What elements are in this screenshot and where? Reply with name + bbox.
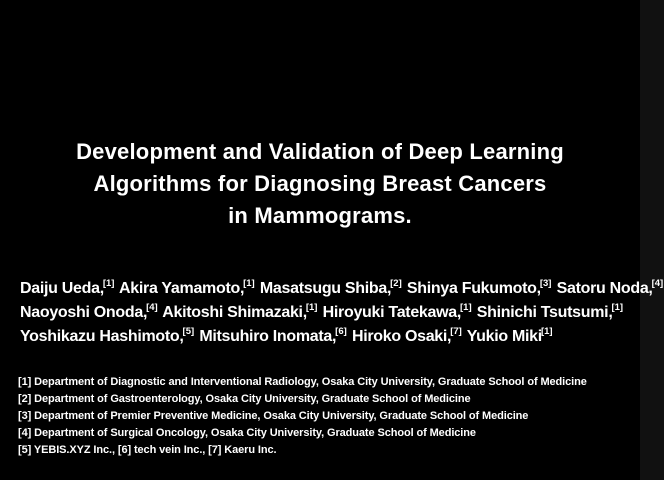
affiliation-line: [2] Department of Gastroenterology, Osaka City University, Graduate School of Medicine (18, 393, 471, 405)
author-name: Naoyoshi Onoda (20, 304, 143, 321)
author-separator: , (608, 304, 613, 321)
presentation-title (0, 136, 640, 232)
affiliation-superscript: [2] (390, 278, 402, 289)
author-name: Satoru Noda (556, 280, 649, 297)
author-list (20, 278, 664, 350)
affiliation-superscript: [7] (450, 326, 462, 337)
author-name: Akira Yamamoto (119, 280, 240, 297)
title-line-2: Algorithms for Diagnosing Breast Cancers (93, 171, 547, 196)
author-name: Hiroyuki Tatekawa (322, 304, 457, 321)
author-separator: , (386, 280, 392, 297)
author-separator: , (447, 328, 452, 345)
affiliation-superscript: [1] (243, 278, 255, 289)
author-name: Hiroko Osaki (351, 328, 448, 345)
affiliation-line: [1] Department of Diagnostic and Interventional Radiology, Osaka City University, Graduate School of Medicine (18, 376, 587, 388)
author-name: Akitoshi Shimazaki (162, 304, 303, 321)
author-name: Yoshikazu Hashimoto (20, 328, 180, 345)
affiliation-line: [4] Department of Surgical Oncology, Osaka City University, Graduate School of Medicine (18, 427, 476, 439)
affiliation-list (18, 374, 636, 459)
title-line-1: Development and Validation of Deep Learning (76, 139, 564, 164)
author-name: Masatsugu Shiba (259, 280, 387, 297)
affiliation-line: [3] Department of Premier Preventive Medicine, Osaka City University, Graduate School of Medicine (18, 410, 529, 422)
affiliation-line: [5] YEBIS.XYZ Inc., [6] tech vein Inc., [7] Kaeru Inc. (18, 444, 277, 456)
author-name: Daiju Ueda (20, 280, 100, 297)
author-separator: , (536, 280, 541, 297)
author-separator: , (142, 304, 148, 321)
affiliation-superscript: [1] (460, 302, 472, 313)
author-separator: , (332, 328, 337, 345)
author-separator: , (456, 304, 462, 321)
author-separator: , (179, 328, 184, 345)
affiliation-superscript: [5] (182, 326, 195, 337)
affiliation-superscript: [1] (611, 302, 624, 313)
author-name: Mitsuhiro Inomata (199, 328, 332, 345)
affiliation-superscript: [3] (539, 278, 552, 289)
affiliation-superscript: [1] (540, 326, 553, 337)
affiliation-superscript: [1] (305, 302, 318, 313)
affiliation-superscript: [4] (651, 278, 664, 289)
title-line-3: in Mammograms. (228, 203, 412, 228)
author-name: Shinichi Tsutsumi (476, 304, 609, 321)
author-name: Shinya Fukumoto (406, 280, 537, 297)
author-line (20, 278, 664, 302)
author-name: Yukio Miki (466, 328, 542, 345)
author-separator: , (648, 280, 653, 297)
author-line (20, 326, 636, 350)
affiliation-superscript: [1] (102, 278, 115, 289)
affiliation-superscript: [4] (146, 302, 158, 313)
affiliation-superscript: [6] (335, 326, 347, 337)
author-separator: , (239, 280, 245, 297)
author-separator: , (99, 280, 104, 297)
author-separator: , (302, 304, 307, 321)
